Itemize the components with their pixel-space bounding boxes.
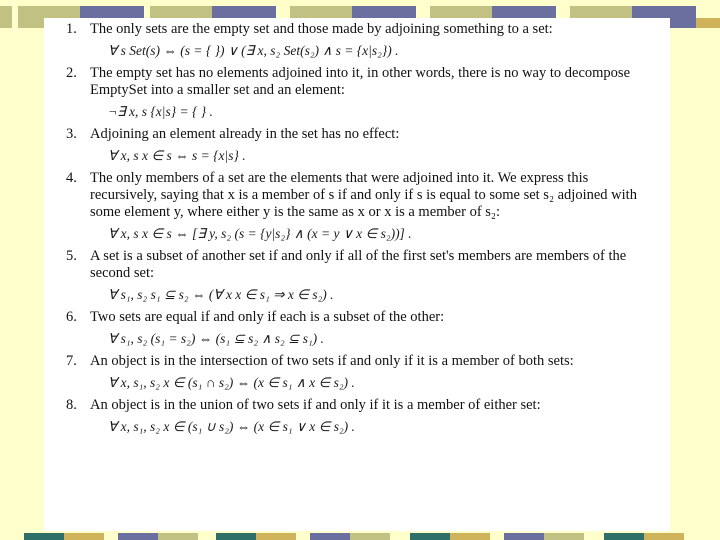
stripe-segment [24, 533, 64, 540]
axiom-number: 8. [66, 397, 77, 413]
stripe-segment [410, 533, 450, 540]
stripe-segment [644, 533, 684, 540]
axiom-text: The only members of a set are the elements that were adjoined into it. We express this recursively, saying that x is a member of s if and only if s is equal to some set s₂ adjoined with some element y, where either y is the same as x or x is a member of s₂: [90, 170, 637, 220]
axiom-formula: ∀ s₁, s₂ (s₁ = s₂) ⇔ (s₁ ⊆ s₂ ∧ s₂ ⊆ s₁) . [108, 331, 324, 346]
axiom-text: Two sets are equal if and only if each is a subset of the other: [90, 309, 445, 325]
axiom-item [66, 397, 656, 437]
axiom-formula: ¬∃ x, s {x|s} = { } . [108, 104, 213, 119]
stripe-segment [350, 533, 390, 540]
axiom-item [66, 126, 656, 166]
axiom-number: 4. [66, 170, 77, 186]
stripe-segment [216, 533, 256, 540]
stripe-segment [310, 533, 350, 540]
axiom-text: An object is in the union of two sets if and only if it is a member of either set: [90, 397, 541, 413]
axiom-text: The only sets are the empty set and those made by adjoining something to a set: [90, 21, 553, 37]
stripe-segment [118, 533, 158, 540]
stripe-segment [158, 533, 198, 540]
axiom-list-panel [44, 18, 670, 531]
axiom-number: 7. [66, 353, 77, 369]
axiom-item [66, 65, 656, 122]
axiom-text: An object is in the intersection of two sets if and only if it is a member of both sets: [90, 353, 574, 369]
axiom-item [66, 21, 656, 61]
stripe-segment [604, 533, 644, 540]
stripe-segment [504, 533, 544, 540]
stripe-segment [696, 18, 720, 28]
axiom-item [66, 309, 656, 349]
stripe-segment [64, 533, 104, 540]
axiom-item [66, 353, 656, 393]
axiom-formula: ∀ x, s x ∈ s ⇔ s = {x|s} . [108, 148, 246, 163]
axiom-number: 1. [66, 21, 77, 37]
axiom-text: A set is a subset of another set if and only if all of the first set's members are members of the second set: [90, 248, 627, 281]
axiom-number: 3. [66, 126, 77, 142]
axiom-formula: ∀ x, s x ∈ s ⇔ [∃ y, s₂ (s = {y|s₂} ∧ (x = y ∨ x ∈ s₂))] . [108, 226, 412, 241]
axiom-number: 5. [66, 248, 77, 264]
stripe-segment [0, 6, 12, 28]
axiom-formula: ∀ s₁, s₂ s₁ ⊆ s₂ ⇔ (∀ x x ∈ s₁ ⇒ x ∈ s₂) . [108, 287, 334, 302]
bottom-decorative-stripes [0, 533, 720, 540]
axiom-formula: ∀ x, s₁, s₂ x ∈ (s₁ ∪ s₂) ⇔ (x ∈ s₁ ∨ x ∈ s₂) . [108, 419, 355, 434]
axiom-item [66, 248, 656, 305]
axiom-item [66, 170, 656, 244]
axiom-number: 2. [66, 65, 77, 81]
stripe-segment [544, 533, 584, 540]
axiom-formula: ∀ x, s₁, s₂ x ∈ (s₁ ∩ s₂) ⇔ (x ∈ s₁ ∧ x ∈ s₂) . [108, 375, 355, 390]
axiom-formula: ∀ s Set(s) ⇔ (s = { }) ∨ (∃ x, s₂ Set(s₂) ∧ s = {x|s₂}) . [108, 43, 399, 58]
axiom-text: Adjoining an element already in the set has no effect: [90, 126, 400, 142]
axiom-text: The empty set has no elements adjoined into it, in other words, there is no way to decompose EmptySet into a smaller set and an element: [90, 65, 631, 98]
axiom-number: 6. [66, 309, 77, 325]
stripe-segment [450, 533, 490, 540]
stripe-segment [256, 533, 296, 540]
